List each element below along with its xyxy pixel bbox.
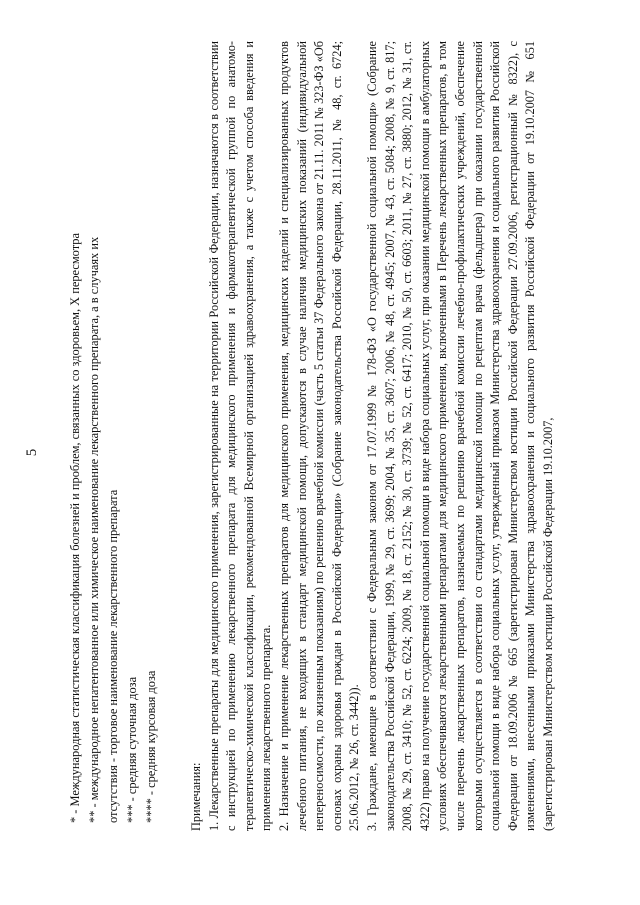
footnote-line: ** - международное непатентованное или химическое наименование лекарственного препарата, а в случаях их	[87, 236, 101, 823]
note-paragraph: 1. Лекарственные препараты для медицинского применения, зарегистрированные на территории Российской Федерации, назначаются в соответствии с инструкцией по применению лекарственного препарата для медицинского применения и фармакотерапевтической группой по анатомо-терапевтическо-химической классификации, рекомендованной Всемирной организацией здравоохранения, а также с учетом способа введения и применения лекарственного препарата.	[206, 41, 274, 831]
footnotes-block	[66, 63, 161, 823]
footnote-line: отсутствия - торговое наименование лекарственного препарата	[106, 489, 120, 823]
note-paragraph: 3. Граждане, имеющие в соответствии с Федеральным законом от 17.07.1999 № 178-ФЗ «О государственной социальной помощи» (Собрание законодательства Российской Федерации, 1999, № 29, ст. 3699; 2004, № 35, ст. 3607; 2006, № 48, ст. 4945; 2007, № 43, ст. 5084; 2008, № 9, ст. 817; 2008, № 29, ст. 3410; № 52, ст. 6224; 2009, № 18, ст. 2152; № 30, ст. 3739; № 52, ст. 6417; 2010, № 50, ст. 6603; 2011, № 27, ст. 3880; 2012, № 31, ст. 4322) право на получение государственной социальной помощи в виде набора социальных услуг, при оказании медицинской помощи в амбулаторных условиях обеспечиваются лекарственными препаратами для медицинского применения, включенными в Перечень лекарственных препаратов, в том числе перечень лекарственных препаратов, назначаемых по решению врачебной комиссии лечебно-профилактических учреждений, обеспечение которыми осуществляется в соответствии со стандартами медицинской помощи по рецептам врача (фельдшера) при оказании государственной социальной помощи в виде набора социальных услуг, утвержденный приказом Министерства здравоохранения и социального развития Российской Федерации от 18.09.2006 № 665 (зарегистрирован Министерством юстиции Российской Федерации 27.09.2006, регистрационный № 8322), с изменениями, внесенными приказами Министерства здравоохранения и социального развития Российской Федерации от 19.10.2007 № 651 (зарегистрирован Министерством юстиции Российской Федерации 19.10.2007,	[364, 41, 555, 831]
notes-title: Примечания:	[189, 762, 203, 831]
note-paragraph: 2. Назначение и применение лекарственных препаратов для медицинского применения, медицинских изделий и специализированных продуктов лечебного питания, не входящих в стандарт медицинской помощи, допускаются в случае наличия медицинских показаний (индивидуальной непереносимости, по жизненным показаниям) по решению врачебной комиссии (часть 5 статьи 37 Федерального закона от 21.11. 2011 № 323-ФЗ «Об основах охраны здоровья граждан в Российской Федерации» (Собрание законодательства Российской Федерации, 28.11.2011, № 48, ст. 6724; 25.06.2012, № 26, ст. 3442)).	[276, 41, 362, 831]
footnote-line: **** - средняя курсовая доза	[144, 670, 158, 823]
page-number: 5	[24, 448, 40, 457]
footnote-line: * - Международная статистическая классификация болезней и проблем, связанных со здоровьем, X пересмотра	[68, 233, 82, 823]
notes-block	[188, 41, 557, 831]
footnote-line: *** - средняя суточная доза	[125, 676, 139, 823]
